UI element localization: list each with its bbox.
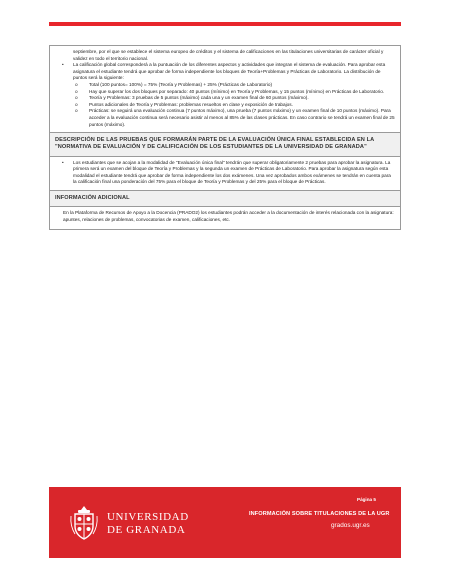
bullet-icon: • bbox=[62, 62, 64, 68]
top-accent-bar bbox=[49, 22, 401, 26]
list-item: o Prácticas: se seguirá una evaluación continua (7 puntos máximo), una prueba (7 puntos máximo) y un examen final de 10 puntos (máximo). Para acceder a la evaluación continua será necesario asistir al menos al 85% de las clases prácticas. En caso contrario se tendrá un examen final de 25 puntos (máximo). bbox=[75, 108, 395, 127]
footer-info-label: INFORMACIÓN SOBRE TITULACIONES DE LA UGR bbox=[249, 511, 390, 517]
intro-text: septiembre, por el que se establece el sistema europeo de créditos y el sistema de calificaciones en las titulaciones universitarias de carácter oficial y validez en todo el territorio nacional. bbox=[73, 49, 384, 61]
page-number: Página 5 bbox=[357, 497, 376, 502]
list-item: o Puntos adicionales de Teoría y Problemas: problemas resueltos en clase y exposición de trabajos. bbox=[75, 101, 293, 107]
sub-bullet-icon: o bbox=[75, 88, 78, 94]
sub-bullet-icon: o bbox=[75, 81, 78, 87]
evaluation-list bbox=[55, 62, 395, 82]
list-item: o Hay que superar los dos bloques por separado: 40 puntos (mínimo) en Teoría y Problemas, y 15 puntos (mínimo) en Prácticas de Laboratorio. bbox=[75, 88, 385, 94]
single-eval-text: Los estudiantes que se acojan a la modalidad de "Evaluación única final" tendrán que superar obligatoriamente 2 pruebas para aprobar la asignatura. La primera será un examen del bloque de Teoría y Problemas y la segunda un examen de Prácticas de Laboratorio. Para aprobar la asignatura según esta modalidad el estudiante tendrá que aprobar de forma independiente los dos exámenes. Una vez aprobados ambos exámenes se tendrán en cuenta para la calificación final una ponderación del 75% para el bloque de Teoría y Problemas y del 25% para el bloque de Prácticas. bbox=[73, 159, 391, 185]
additional-info-text: En la Plataforma de Recursos de Apoyo a la Docencia (PRADO2) los estudiantes podrán acceder a la documentación de interés relacionada con la asignatura: apuntes, relaciones de problemas, convocatorias de examen, calificaciones, etc. bbox=[63, 210, 394, 222]
bullet-icon: • bbox=[62, 159, 64, 165]
list-item: o Teoría y Problemas: 3 pruebas de 5 puntos (máximo) cada una y un examen final de 60 puntos (máximo). bbox=[75, 95, 309, 101]
points-sublist bbox=[55, 82, 395, 128]
evaluation-bullet bbox=[55, 62, 395, 82]
sub-bullet-icon: o bbox=[75, 101, 78, 107]
university-crest-icon bbox=[69, 504, 99, 542]
sub-bullet-icon: o bbox=[75, 95, 78, 101]
document-content bbox=[49, 45, 401, 230]
evaluation-bullet-text: La calificación global corresponderá a la puntuación de los diferentes aspectos y actividades que integran el sistema de evaluación. Para aprobar esta asignatura el estudiante tendrá que aprobar de forma independiente los bloques de Teoría+Problemas y Prácticas de Laboratorio. La distribución de puntos será la siguiente: bbox=[73, 62, 386, 81]
sub-bullet-icon: o bbox=[75, 108, 78, 114]
list-item: o Total (100 puntos= 100%) = 75% (Teoría y Problemas) + 25% (Prácticas de Laboratorio) bbox=[75, 81, 273, 87]
additional-info-heading: INFORMACIÓN ADICIONAL bbox=[49, 191, 401, 207]
single-eval-list bbox=[55, 160, 395, 186]
page-footer bbox=[49, 487, 401, 558]
single-eval-heading: DESCRIPCIÓN DE LAS PRUEBAS QUE FORMARÁN PARTE DE LA EVALUACIÓN ÚNICA FINAL ESTABLECIDA EN LA "NORMATIVA DE EVALUACIÓN Y DE CALIFICACIÓN DE LOS ESTUDIANTES DE LA UNIVERSIDAD DE GRANADA" bbox=[49, 133, 401, 156]
single-eval-bullet bbox=[55, 160, 395, 186]
university-name bbox=[107, 511, 189, 537]
evaluation-section bbox=[49, 45, 401, 133]
single-eval-section bbox=[49, 157, 401, 191]
university-name-line2: DE GRANADA bbox=[107, 524, 186, 536]
university-name-line1: UNIVERSIDAD bbox=[107, 511, 189, 523]
additional-info-section bbox=[49, 207, 401, 230]
footer-url-link[interactable]: grados.ugr.es bbox=[331, 522, 370, 529]
